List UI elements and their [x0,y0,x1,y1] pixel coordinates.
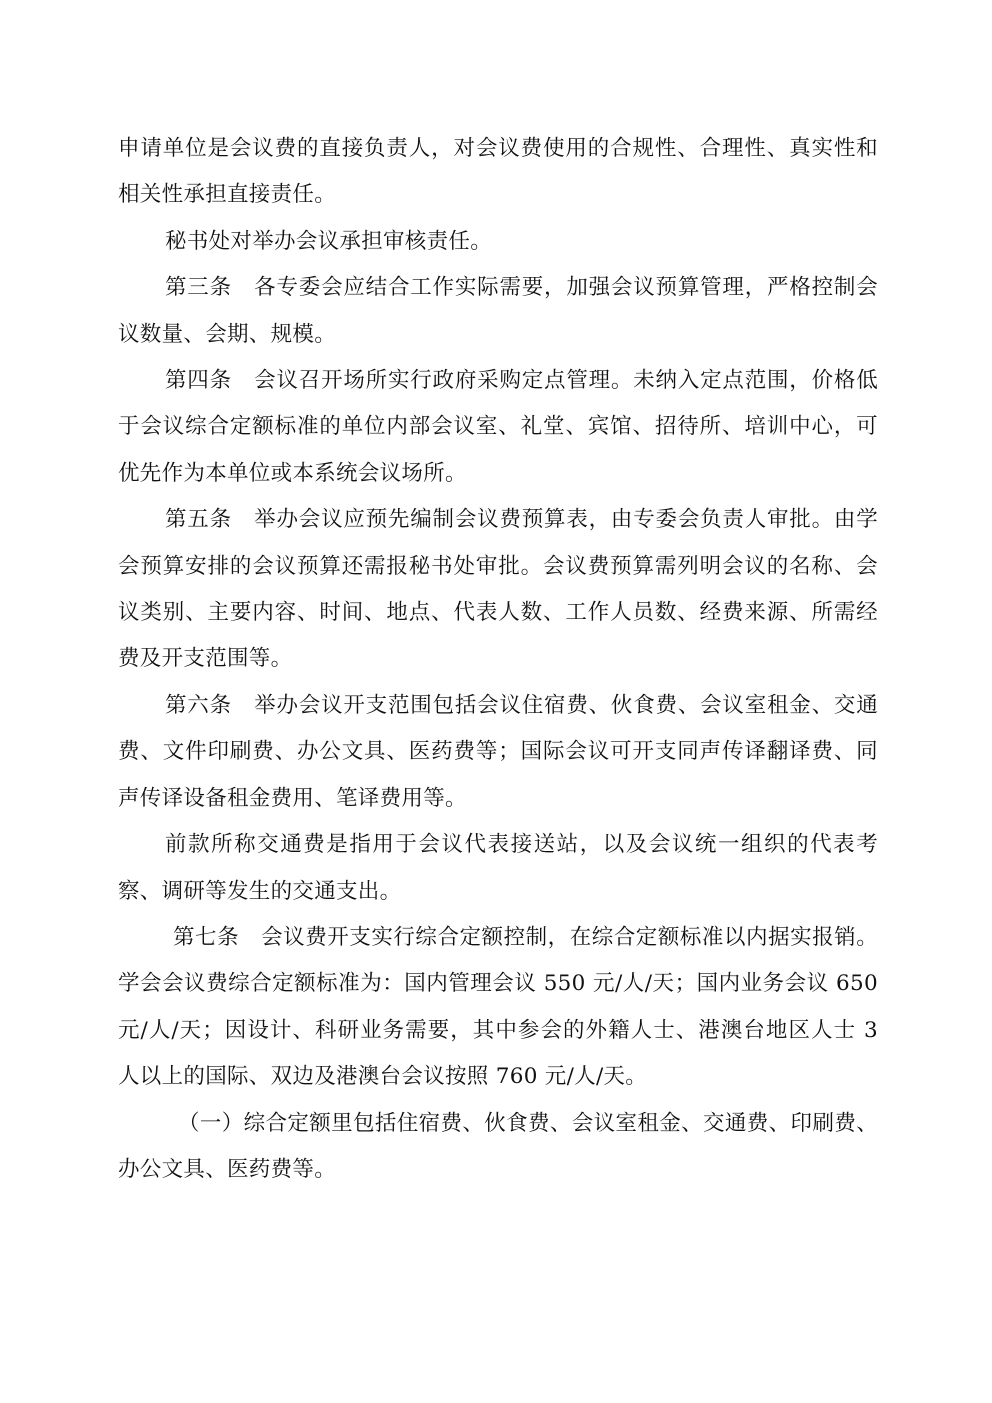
paragraph-article-3: 第三条 各专委会应结合工作实际需要，加强会议预算管理，严格控制会议数量、会期、规模。 [118,275,878,347]
paragraph-article-4: 第四条 会议召开场所实行政府采购定点管理。未纳入定点范围，价格低于会议综合定额标准的单位内部会议室、礼堂、宾馆、招待所、培训中心，可优先作为本单位或本系统会议场所。 [118,368,878,486]
paragraph-transport-fee: 前款所称交通费是指用于会议代表接送站，以及会议统一组织的代表考察、调研等发生的交通支出。 [118,832,878,904]
paragraph-article-5: 第五条 举办会议应预先编制会议费预算表，由专委会负责人审批。由学会预算安排的会议预算还需报秘书处审批。会议费预算需列明会议的名称、会议类别、主要内容、时间、地点、代表人数、工作人员数、经费来源、所需经费及开支范围等。 [118,507,878,672]
paragraph-article-6: 第六条 举办会议开支范围包括会议住宿费、伙食费、会议室租金、交通费、文件印刷费、办公文具、医药费等；国际会议可开支同声传译翻译费、同声传译设备租金费用、笔译费用等。 [118,692,878,811]
document-body [118,126,878,1193]
paragraph-article-7: 第七条 会议费开支实行综合定额控制，在综合定额标准以内据实报销。学会会议费综合定额标准为：国内管理会议 550 元/人/天；国内业务会议 650 元/人/天；因设计、科研业务需要，其中参会的外籍人士、港澳台地区人士 3 人以上的国际、双边及港澳台会议按照 760 元/人/天。 [118,924,878,1090]
paragraph-secretariat-review: 秘书处对举办会议承担审核责任。 [165,228,493,254]
paragraph-item-1: （一）综合定额里包括住宿费、伙食费、会议室租金、交通费、印刷费、办公文具、医药费等。 [118,1110,878,1182]
paragraph-responsibility: 申请单位是会议费的直接负责人，对会议费使用的合规性、合理性、真实性和相关性承担直接责任。 [118,136,878,208]
